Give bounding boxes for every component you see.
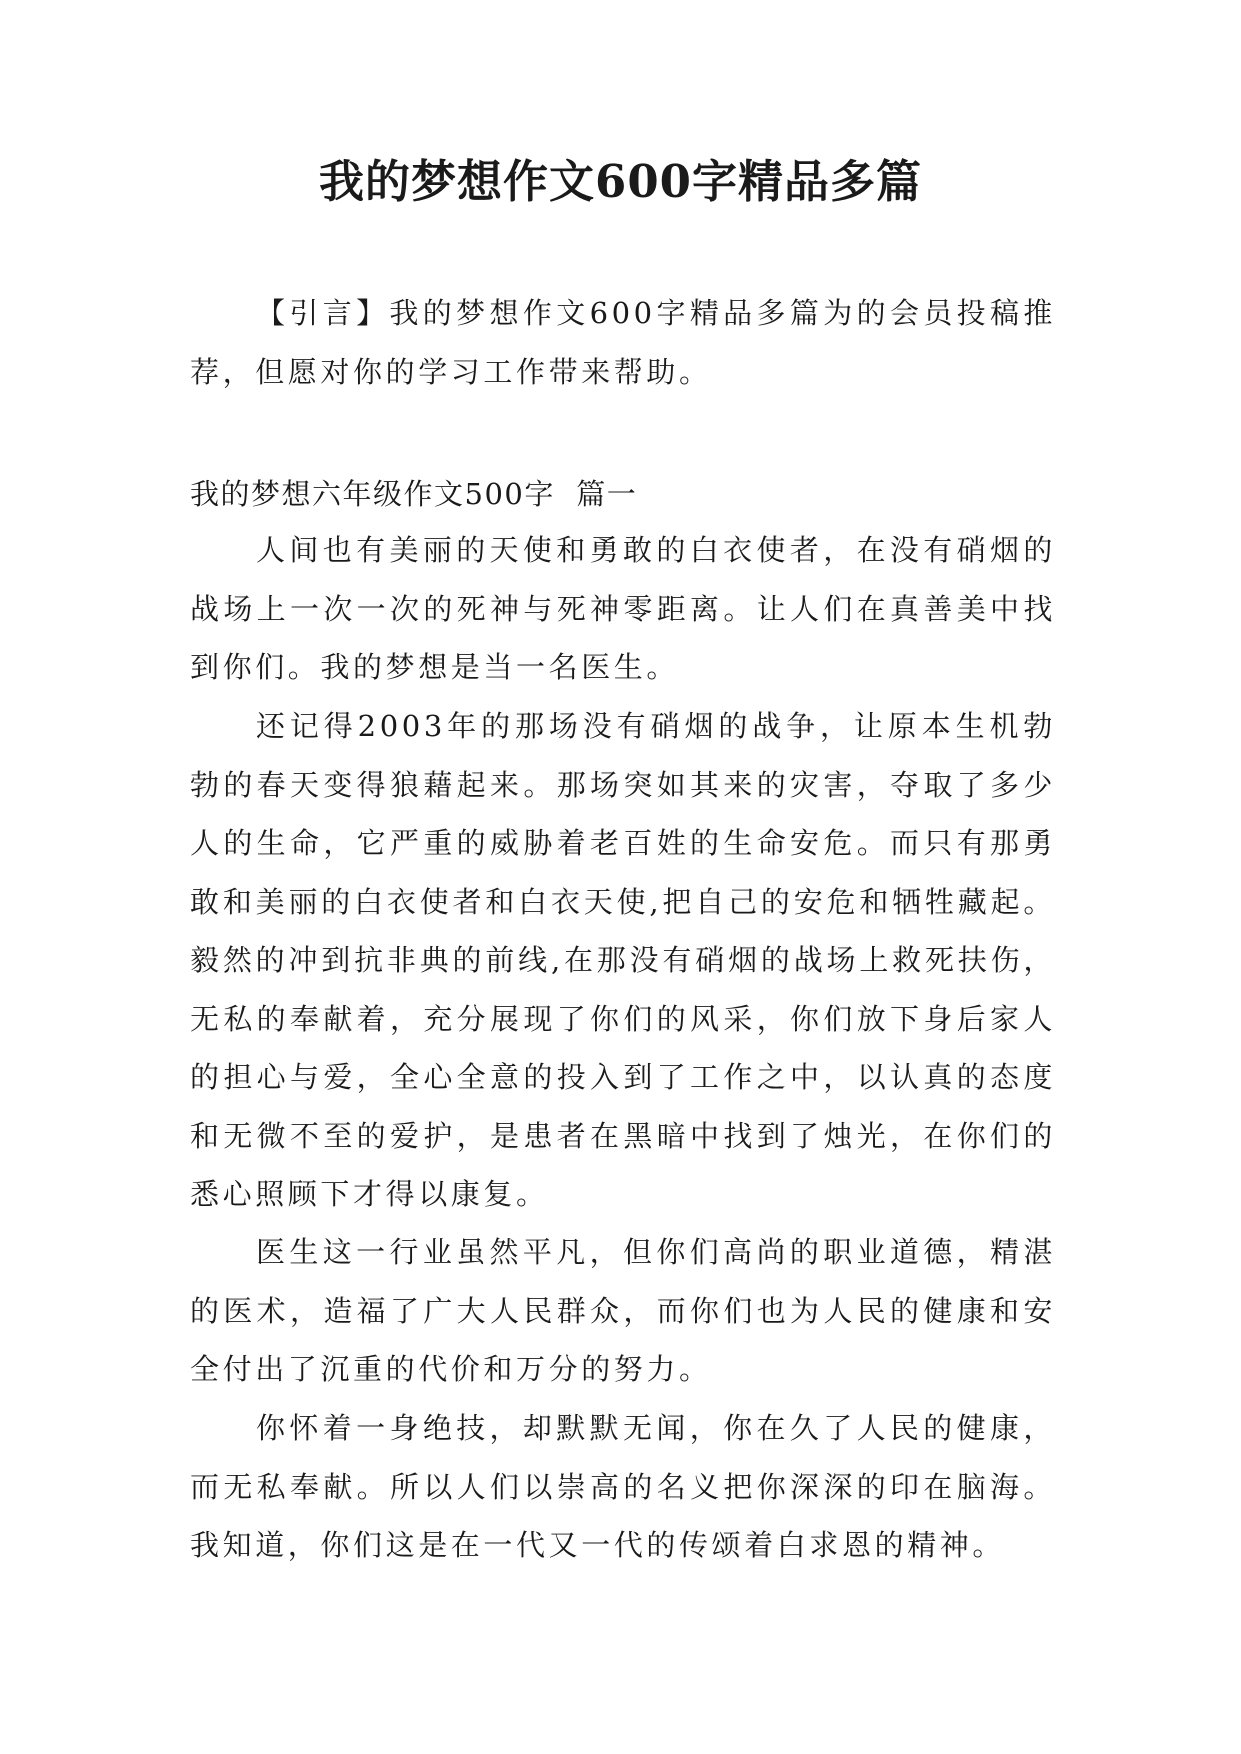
document-title: 我的梦想作文600字精品多篇 <box>319 155 922 208</box>
body-paragraph-1: 人间也有美丽的天使和勇敢的白衣使者，在没有硝烟的战场上一次一次的死神与死神零距离。让人们在真善美中找到你们。我的梦想是当一名医生。 <box>190 533 1056 684</box>
section-heading: 我的梦想六年级作文500字 篇一 <box>190 477 638 511</box>
body-paragraph-2: 还记得2003年的那场没有硝烟的战争，让原本生机勃勃的春天变得狼藉起来。那场突如其来的灾害，夺取了多少人的生命，它严重的威胁着老百姓的生命安危。而只有那勇敢和美丽的白衣使者和白衣天使,把自己的安危和牺牲藏起。毅然的冲到抗非典的前线,在那没有硝烟的战场上救死扶伤，无私的奉献着，充分展现了你们的风采，你们放下身后家人的担心与爱，全心全意的投入到了工作之中，以认真的态度和无微不至的爱护，是患者在黑暗中找到了烛光，在你们的悉心照顾下才得以康复。 <box>190 709 1056 1211</box>
body-paragraph-4: 你怀着一身绝技，却默默无闻，你在久了人民的健康，而无私奉献。所以人们以崇高的名义把你深深的印在脑海。我知道，你们这是在一代又一代的传颂着白求恩的精神。 <box>190 1411 1056 1562</box>
intro-paragraph: 【引言】我的梦想作文600字精品多篇为的会员投稿推荐，但愿对你的学习工作带来帮助。 <box>190 296 1056 389</box>
body-paragraph-3: 医生这一行业虽然平凡，但你们高尚的职业道德，精湛的医术，造福了广大人民群众，而你们也为人民的健康和安全付出了沉重的代价和万分的努力。 <box>190 1235 1056 1386</box>
